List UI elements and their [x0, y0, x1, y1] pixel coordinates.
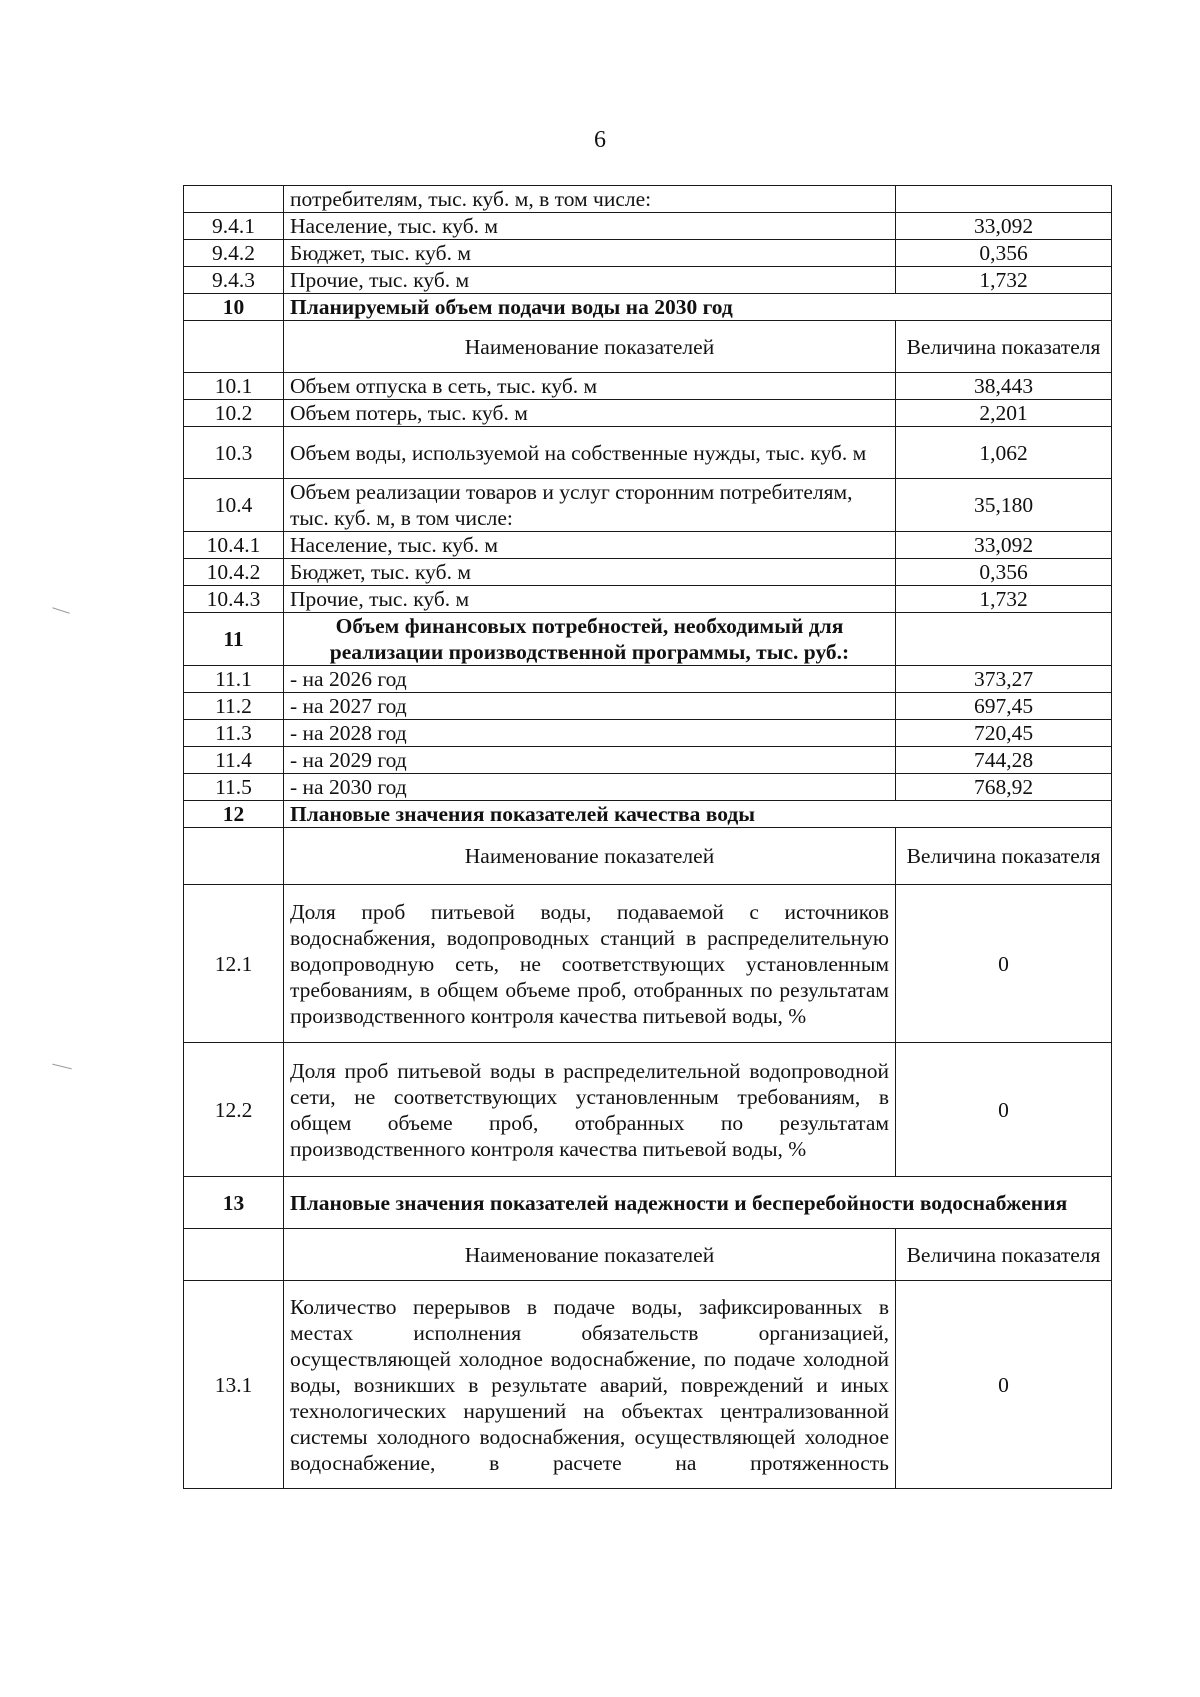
row-name: Объем отпуска в сеть, тыс. куб. м: [284, 373, 896, 400]
row-number: [184, 186, 284, 213]
header-value: Величина показателя: [896, 828, 1112, 885]
section-title: Объем финансовых потребностей, необходимый для реализации производственной программы, тыс. руб.:: [284, 613, 896, 666]
header-value: Величина показателя: [896, 1229, 1112, 1281]
row-number: 12.1: [184, 885, 284, 1043]
section-number: 13: [184, 1177, 284, 1229]
row-number: 9.4.1: [184, 213, 284, 240]
row-value: [896, 186, 1112, 213]
row-number: 10.4: [184, 479, 284, 532]
table-row: [184, 267, 1112, 294]
row-number: 11.3: [184, 720, 284, 747]
row-value: 373,27: [896, 666, 1112, 693]
scan-mark: [52, 607, 69, 614]
row-name: - на 2026 год: [284, 666, 896, 693]
row-value: 1,732: [896, 267, 1112, 294]
table-row: [184, 1281, 1112, 1489]
row-number: 10.1: [184, 373, 284, 400]
row-name: потребителям, тыс. куб. м, в том числе:: [284, 186, 896, 213]
row-number: 10.2: [184, 400, 284, 427]
row-name: Население, тыс. куб. м: [284, 532, 896, 559]
section-heading-row: [184, 294, 1112, 321]
page-number: 6: [594, 127, 606, 153]
row-name: Объем потерь, тыс. куб. м: [284, 400, 896, 427]
column-header-row: [184, 321, 1112, 373]
row-number: 10.4.3: [184, 586, 284, 613]
row-name: - на 2029 год: [284, 747, 896, 774]
header-number-cell: [184, 321, 284, 373]
section-number: 10: [184, 294, 284, 321]
table-row: [184, 240, 1112, 267]
row-name: Доля проб питьевой воды в распределительной водопроводной сети, не соответствующих установленным требованиям, в общем объеме проб, отобранных по результатам производственного контроля качества питьевой воды, %: [284, 1043, 896, 1177]
row-number: 11.1: [184, 666, 284, 693]
header-value: Величина показателя: [896, 321, 1112, 373]
header-number-cell: [184, 1229, 284, 1281]
row-name: Население, тыс. куб. м: [284, 213, 896, 240]
row-number: 13.1: [184, 1281, 284, 1489]
table-row: [184, 693, 1112, 720]
row-number: 12.2: [184, 1043, 284, 1177]
row-number: 11.2: [184, 693, 284, 720]
row-value: 38,443: [896, 373, 1112, 400]
row-value: 768,92: [896, 774, 1112, 801]
table-row: [184, 400, 1112, 427]
row-value: 697,45: [896, 693, 1112, 720]
header-name: Наименование показателей: [284, 828, 896, 885]
row-value: 744,28: [896, 747, 1112, 774]
row-value: 720,45: [896, 720, 1112, 747]
row-number: 9.4.2: [184, 240, 284, 267]
row-value: 1,732: [896, 586, 1112, 613]
row-number: 10.3: [184, 427, 284, 479]
section-heading-row: [184, 1177, 1112, 1229]
row-number: 11.4: [184, 747, 284, 774]
row-name: Объем реализации товаров и услуг сторонним потребителям, тыс. куб. м, в том числе:: [284, 479, 896, 532]
table-row: [184, 586, 1112, 613]
row-name: Прочие, тыс. куб. м: [284, 586, 896, 613]
row-name: Прочие, тыс. куб. м: [284, 267, 896, 294]
row-number: 10.4.1: [184, 532, 284, 559]
table-row: [184, 373, 1112, 400]
row-name: Бюджет, тыс. куб. м: [284, 240, 896, 267]
row-number: 10.4.2: [184, 559, 284, 586]
table-row: [184, 720, 1112, 747]
section-title: Плановые значения показателей надежности и бесперебойности водоснабжения: [284, 1177, 1112, 1229]
row-value: 1,062: [896, 427, 1112, 479]
row-value: 0: [896, 1281, 1112, 1489]
section-title: Плановые значения показателей качества воды: [284, 801, 1112, 828]
section-number: 12: [184, 801, 284, 828]
empty-value-cell: [896, 613, 1112, 666]
table-row: [184, 1043, 1112, 1177]
column-header-row: [184, 1229, 1112, 1281]
section-title: Планируемый объем подачи воды на 2030 год: [284, 294, 1112, 321]
row-name: - на 2028 год: [284, 720, 896, 747]
header-name: Наименование показателей: [284, 1229, 896, 1281]
table-row: [184, 532, 1112, 559]
table-row: [184, 186, 1112, 213]
row-number: 9.4.3: [184, 267, 284, 294]
row-value: 0: [896, 885, 1112, 1043]
section-heading-row: [184, 613, 1112, 666]
row-number: 11.5: [184, 774, 284, 801]
row-value: 33,092: [896, 213, 1112, 240]
row-value: 33,092: [896, 532, 1112, 559]
indicators-table: [183, 185, 1112, 1489]
column-header-row: [184, 828, 1112, 885]
header-name: Наименование показателей: [284, 321, 896, 373]
table-row: [184, 479, 1112, 532]
table-row: [184, 747, 1112, 774]
row-name: Доля проб питьевой воды, подаваемой с источников водоснабжения, водопроводных станций в распределительную водопроводную сеть, не соответствующих установленным требованиям, в общем объеме проб, отобранных по результатам производственного контроля качества питьевой воды, %: [284, 885, 896, 1043]
row-value: 0,356: [896, 240, 1112, 267]
table-row: [184, 559, 1112, 586]
table-row: [184, 774, 1112, 801]
row-name: - на 2027 год: [284, 693, 896, 720]
row-value: 0: [896, 1043, 1112, 1177]
row-name: Бюджет, тыс. куб. м: [284, 559, 896, 586]
row-name: - на 2030 год: [284, 774, 896, 801]
table-row: [184, 666, 1112, 693]
section-number: 11: [184, 613, 284, 666]
row-name: Объем воды, используемой на собственные нужды, тыс. куб. м: [284, 427, 896, 479]
table-row: [184, 427, 1112, 479]
row-value: 2,201: [896, 400, 1112, 427]
row-name: Количество перерывов в подаче воды, зафиксированных в местах исполнения обязательств организацией, осуществляющей холодное водоснабжение, по подаче холодной воды, возникших в результате аварий, повреждений и иных технологических нарушений на объектах централизованной системы холодного водоснабжения, осуществляющей холодное водоснабжение, в расчете на протяженность: [284, 1281, 896, 1489]
scan-mark: [52, 1064, 72, 1070]
section-heading-row: [184, 801, 1112, 828]
table-row: [184, 213, 1112, 240]
table-row: [184, 885, 1112, 1043]
row-value: 35,180: [896, 479, 1112, 532]
row-value: 0,356: [896, 559, 1112, 586]
header-number-cell: [184, 828, 284, 885]
